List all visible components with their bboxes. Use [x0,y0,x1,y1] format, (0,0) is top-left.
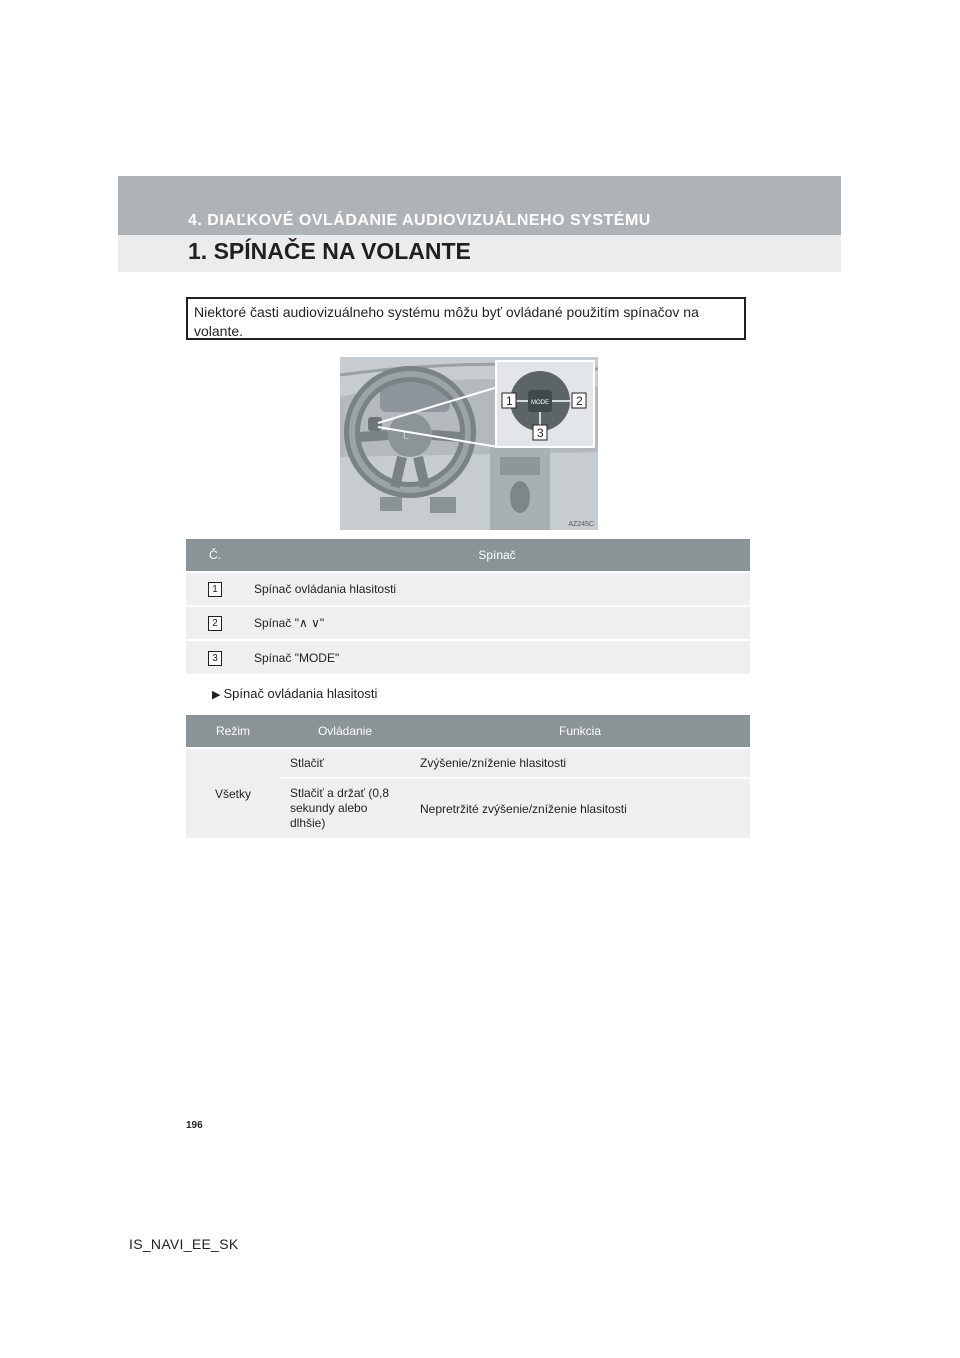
header-switch: Spínač [244,539,750,572]
table-row [186,606,750,640]
header-number: Č. [186,539,244,572]
figure-code: AZ245C [568,521,594,528]
chapter-header [118,176,841,272]
callout-2: 2 [576,394,583,408]
mode-cell: Všetky [186,748,280,838]
subheading-text: Spínač ovládania hlasitosti [223,686,378,701]
switch-table [186,539,750,674]
callout-1: 1 [506,394,513,408]
chapter-header-bar [118,176,841,235]
operation-cell: Stlačiť [280,748,410,778]
table-row [186,572,750,606]
operation-cell: Stlačiť a držať (0,8 sekundy alebo dlhšie) [280,778,410,838]
volume-table [186,715,750,838]
table-row [186,640,750,674]
mode-button-label: MODE [531,400,549,406]
section-title: 1. SPÍNAČE NA VOLANTE [188,238,471,264]
triangle-bullet-icon: ▶ [212,689,221,701]
callout-3: 3 [537,426,544,440]
volume-table-header [186,715,750,748]
number-badge: 1 [208,582,222,597]
switch-table-header [186,539,750,572]
function-cell: Nepretržité zvýšenie/zníženie hlasitosti [410,778,750,838]
svg-text:L: L [403,431,409,442]
header-function: Funkcia [410,715,750,748]
steering-wheel-illustration [340,357,598,530]
number-badge: 3 [208,651,222,666]
switch-label: Spínač "∧ ∨" [244,606,750,640]
header-operation: Ovládanie [280,715,410,748]
function-cell: Zvýšenie/zníženie hlasitosti [410,748,750,778]
number-badge: 2 [208,616,222,631]
switch-label: Spínač "MODE" [244,640,750,674]
steering-wheel-drawing [340,357,598,530]
page-number: 196 [186,1120,203,1131]
chapter-title: 4. DIAĽKOVÉ OVLÁDANIE AUDIOVIZUÁLNEHO SYSTÉMU [188,212,651,229]
subheading [212,686,377,701]
switch-label: Spínač ovládania hlasitosti [244,572,750,606]
table-row [186,748,750,778]
header-mode: Režim [186,715,280,748]
document-code: IS_NAVI_EE_SK [129,1236,239,1252]
intro-text: Niektoré časti audiovizuálneho systému môžu byť ovládané použitím spínačov na volante. [186,297,746,340]
